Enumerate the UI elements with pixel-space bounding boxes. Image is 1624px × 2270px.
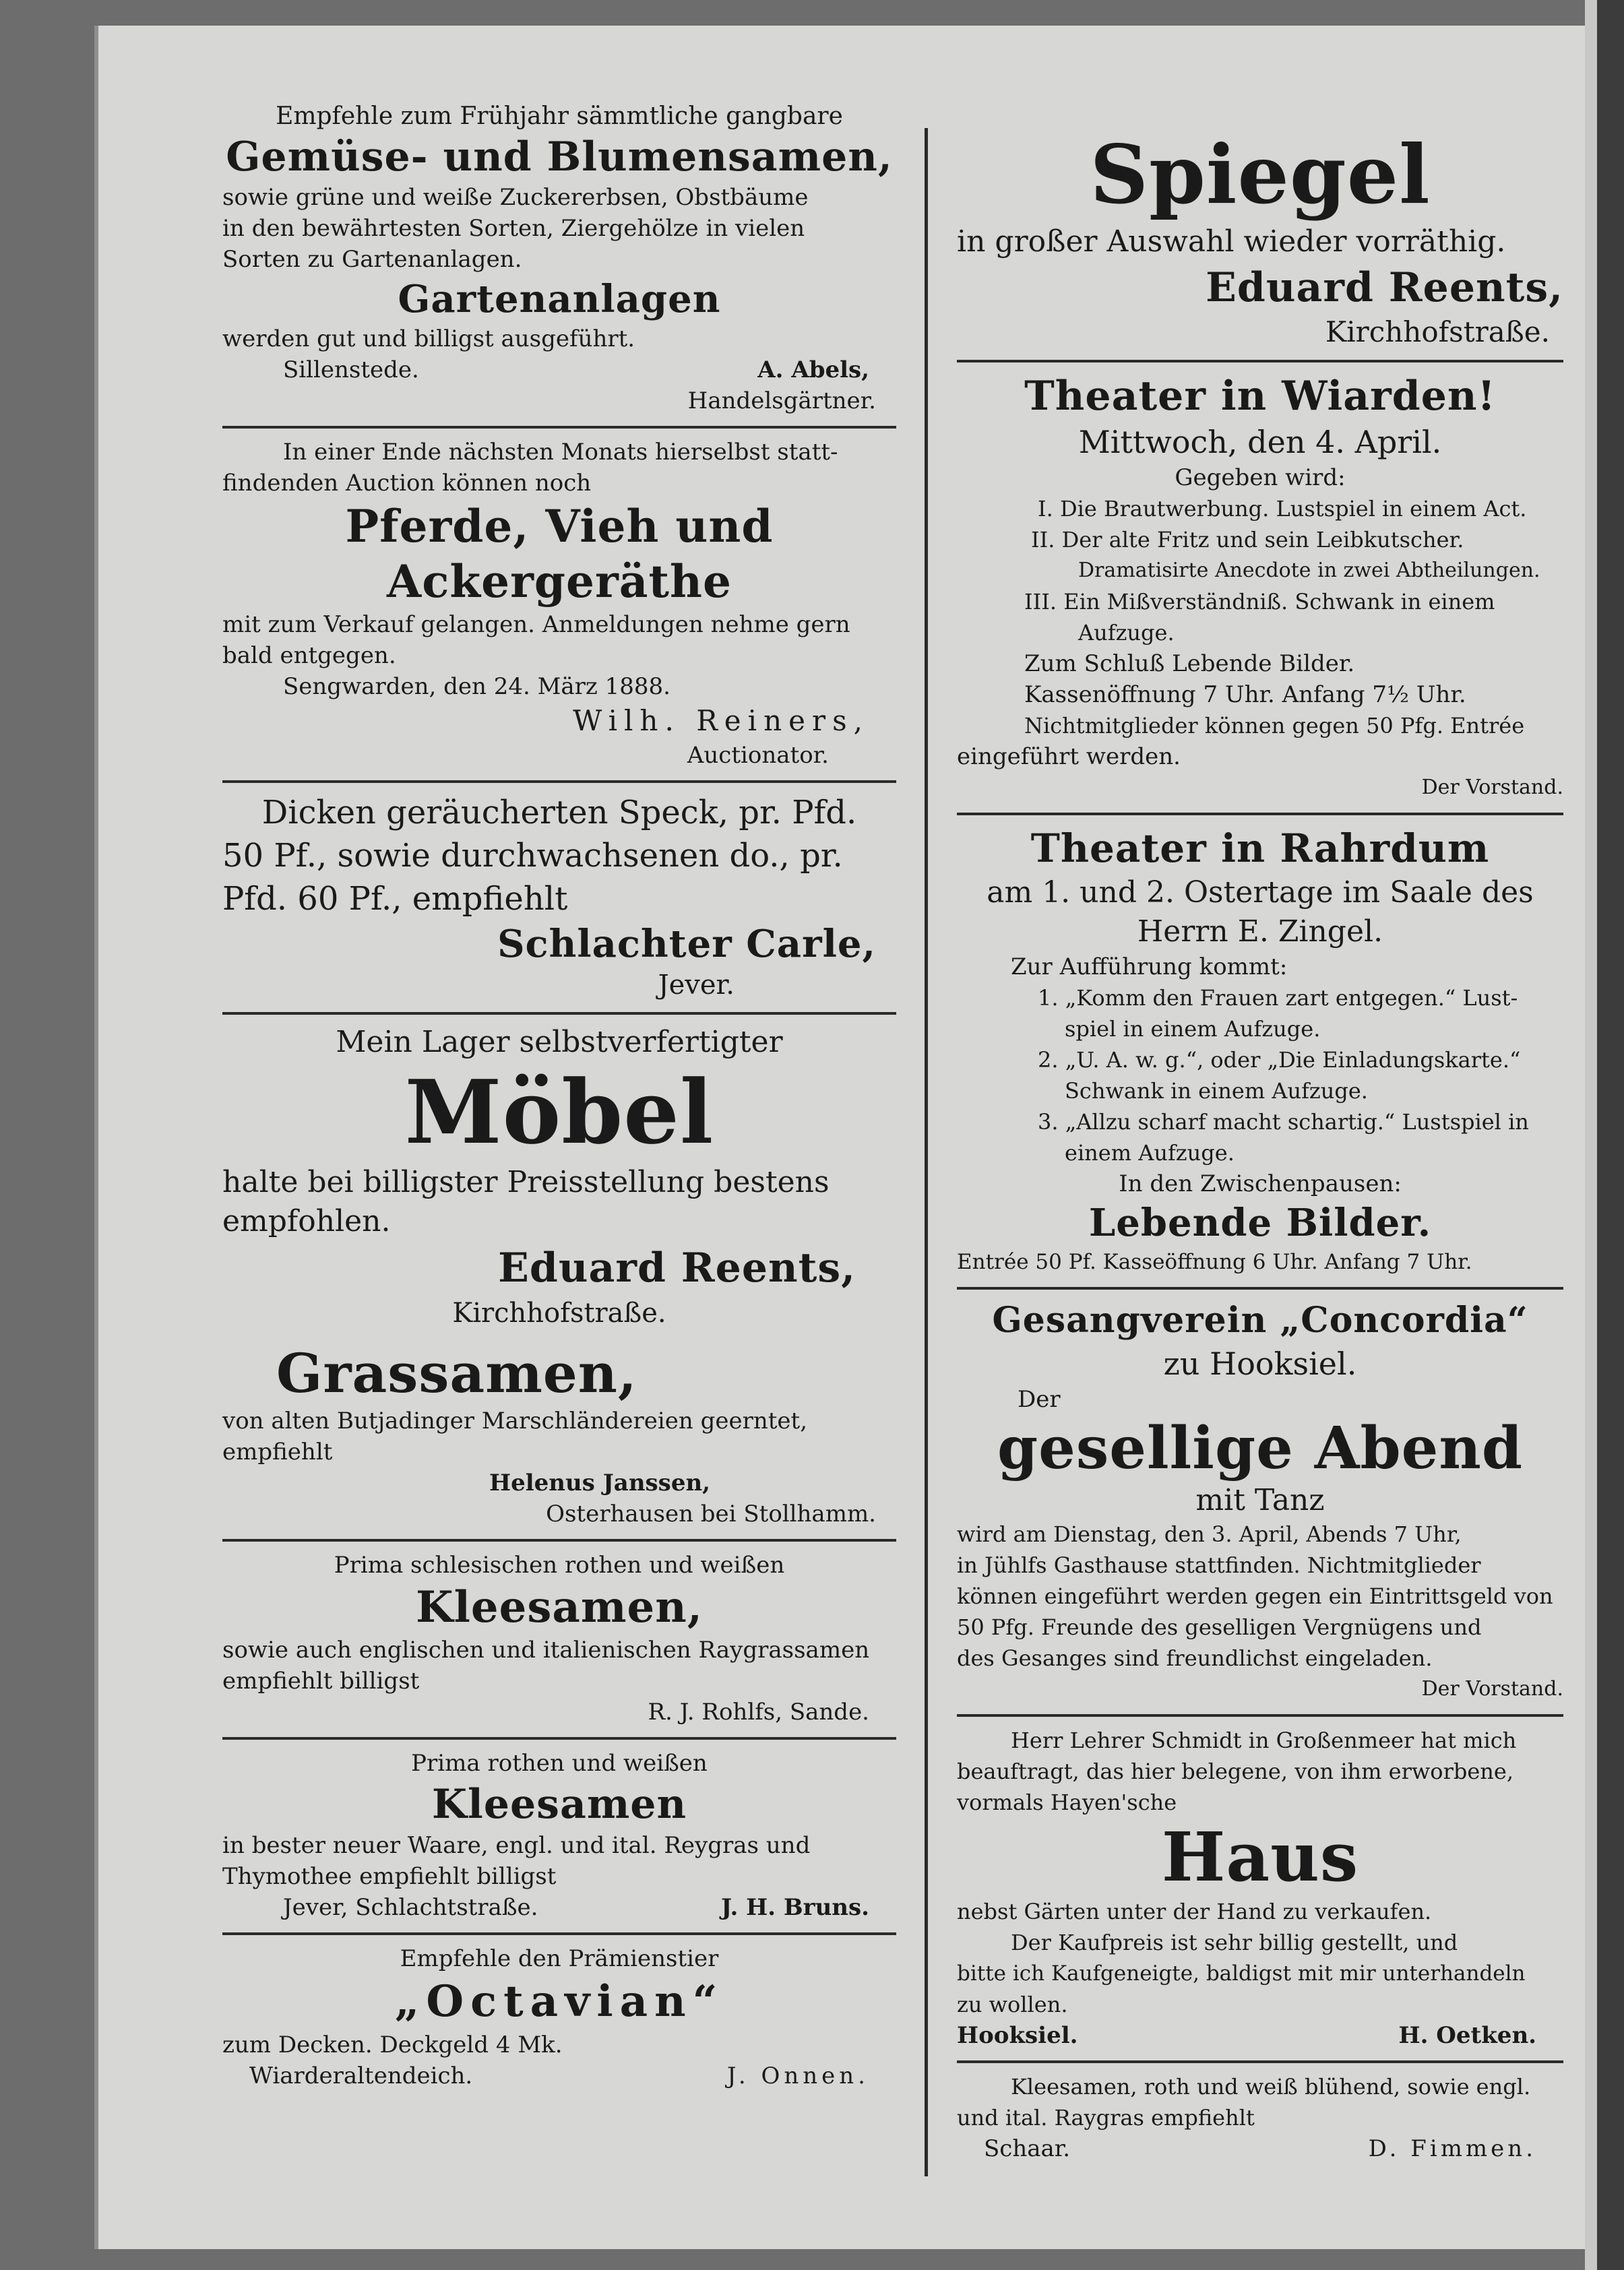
ad-text: mit Tanz [1195, 1483, 1325, 1517]
ad-signer: Schlachter Carle, [497, 922, 876, 966]
ad-text: Dicken geräucherten Speck, pr. Pfd. [261, 794, 857, 831]
ad-text: am 1. und 2. Ostertage im Saale des [987, 875, 1534, 910]
ad-text: Gegeben wird: [1175, 464, 1346, 491]
ad-signer: Der Vorstand. [1421, 776, 1563, 799]
ad-text: 50 Pfg. Freunde des geselligen Vergnügens und [957, 1614, 1482, 1640]
ad-text: in bester neuer Waare, engl. und ital. Reygras und [222, 1832, 811, 1859]
ad-text: zum Decken. Deckgeld 4 Mk. [222, 2031, 563, 2058]
ad-text: in großer Auswahl wieder vorräthig. [957, 224, 1506, 259]
ad-signer: H. Oetken. [1398, 2022, 1536, 2049]
ad-intro: Prima rothen und weißen [411, 1750, 708, 1777]
ad-text: von alten Butjadinger Marschländereien geerntet, [222, 1408, 807, 1434]
ad-text: und ital. Raygras empfiehlt [957, 2105, 1255, 2131]
ad-place: Hooksiel. [957, 2022, 1078, 2049]
ad-text: nebst Gärten unter der Hand zu verkaufen. [957, 1899, 1432, 1924]
ad-text: mit zum Verkauf gelangen. Anmeldungen nehme gern [222, 611, 850, 638]
ad-headline: Theater in Wiarden! [1024, 373, 1496, 420]
ad-text: Kassenöffnung 7 Uhr. Anfang 7½ Uhr. [1024, 681, 1466, 708]
ad-text: des Gesanges sind freundlichst eingeladen. [957, 1645, 1433, 1671]
ad-text: sowie grüne und weiße Zuckererbsen, Obstbäume [222, 184, 809, 211]
ad-text: Kleesamen, roth und weiß blühend, sowie engl. [1011, 2074, 1531, 2100]
ad-signer: Eduard Reents, [498, 1244, 856, 1292]
ad-role: Auctionator. [687, 742, 829, 769]
book-edge [1597, 0, 1624, 2270]
ad-text: findenden Auction können noch [222, 470, 592, 497]
right-column [957, 128, 1563, 2164]
ad-headline: Theater in Rahrdum [1030, 825, 1490, 871]
ad-separator [957, 2060, 1563, 2063]
ad-place: Jever. [658, 970, 735, 1001]
ad-clover-3 [957, 2071, 1563, 2164]
ad-text: halte bei billigster Preisstellung bestens [222, 1165, 830, 1199]
ad-text: in den bewährtesten Sorten, Ziergehölze in vielen [222, 215, 805, 242]
ad-clover-1 [222, 1550, 896, 1728]
ad-intro: Prima schlesischen rothen und weißen [334, 1552, 785, 1579]
ad-headline: Möbel [404, 1061, 714, 1164]
ad-intro: Zur Aufführung kommt: [1011, 953, 1288, 980]
ad-signer: Eduard Reents, [1206, 264, 1563, 311]
ad-text: In einer Ende nächsten Monats hierselbst statt- [283, 439, 838, 466]
program-item: spiel in einem Aufzuge. [1065, 1016, 1321, 1042]
ad-place: Schaar. [984, 2135, 1071, 2162]
ad-text: Nichtmitglieder können gegen 50 Pfg. Entrée [1024, 713, 1525, 738]
ad-headline: Pferde, Vieh und [345, 500, 774, 553]
ad-place: Sillenstede. [283, 356, 419, 383]
ad-headline: Lebende Bilder. [1088, 1201, 1432, 1245]
ad-headline: Haus [1161, 1817, 1359, 1897]
ad-grass-seed [222, 1341, 896, 1530]
ad-headline: Kleesamen, [415, 1582, 704, 1633]
ad-house-sale [957, 1725, 1563, 2051]
ad-seeds [222, 101, 896, 416]
ad-signer: Wilh. Reiners, [573, 704, 869, 737]
ad-separator [222, 1932, 896, 1935]
ad-text: werden gut und billigst ausgeführt. [222, 325, 635, 352]
ad-place: Osterhausen bei Stollhamm. [546, 1501, 876, 1527]
ad-separator [957, 813, 1563, 815]
ad-signer: R. J. Rohlfs, Sande. [648, 1699, 869, 1726]
ad-separator [957, 1287, 1563, 1290]
program-item: III. Ein Mißverständniß. Schwank in einem [1024, 589, 1495, 614]
ad-text: bald entgegen. [222, 642, 396, 669]
ad-separator [222, 1539, 896, 1542]
ad-headline: Ackergeräthe [386, 555, 732, 608]
column-divider [925, 128, 928, 2176]
ad-text: empfiehlt billigst [222, 1668, 420, 1695]
ad-intro: Empfehle den Prämienstier [400, 1945, 719, 1972]
ad-text: Entrée 50 Pf. Kasseöffnung 6 Uhr. Anfang 7 Uhr. [957, 1250, 1472, 1274]
ad-theater-rahrdum [957, 823, 1563, 1278]
program-item: Dramatisirte Anecdote in zwei Abtheilungen. [1078, 559, 1540, 582]
ad-auction [222, 437, 896, 771]
program-item: I. Die Brautwerbung. Lustspiel in einem Act. [1038, 496, 1527, 522]
program-item: II. Der alte Fritz und sein Leibkutscher. [1031, 527, 1464, 553]
ad-separator [957, 1714, 1563, 1717]
ad-signer: J. Onnen. [726, 2062, 869, 2089]
ad-separator [222, 1737, 896, 1740]
ad-text: Der [1018, 1386, 1061, 1413]
ad-theater-wiarden [957, 371, 1563, 803]
ad-text: Herrn E. Zingel. [1137, 914, 1383, 949]
ad-bacon [222, 791, 896, 1003]
ad-mirrors [957, 128, 1563, 350]
ad-text: wird am Dienstag, den 3. April, Abends 7 Uhr, [957, 1521, 1462, 1547]
ad-separator [222, 426, 896, 429]
ad-role: Handelsgärtner. [687, 387, 876, 414]
ad-text: Der Kaufpreis ist sehr billig gestellt, und [1011, 1930, 1458, 1955]
ad-place: Jever, Schlachtstraße. [283, 1894, 538, 1921]
ad-separator [222, 1012, 896, 1015]
ad-separator [957, 360, 1563, 362]
program-item: 1. „Komm den Frauen zart entgegen.“ Lust- [1038, 985, 1518, 1011]
ad-signer: Helenus Janssen, [489, 1470, 711, 1496]
ad-text: empfiehlt [222, 1439, 333, 1465]
ad-headline: Gemüse- und Blumensamen, [226, 133, 893, 181]
ad-furniture [222, 1023, 896, 1331]
ad-text: 50 Pf., sowie durchwachsenen do., pr. [222, 837, 843, 875]
left-column [222, 101, 896, 2091]
ad-headline: Gesangverein „Concordia“ [992, 1300, 1528, 1341]
ad-place: Wiarderaltendeich. [249, 2062, 473, 2089]
ad-concordia [957, 1298, 1563, 1705]
ad-text: beauftragt, das hier belegene, von ihm erworbene, [957, 1759, 1513, 1784]
ad-text: Herr Lehrer Schmidt in Großenmeer hat mich [1011, 1728, 1517, 1753]
ad-text: Pfd. 60 Pf., empfiehlt [222, 880, 568, 918]
ad-date: Mittwoch, den 4. April. [1078, 424, 1442, 460]
ad-text: Thymothee empfiehlt billigst [222, 1863, 557, 1890]
ad-headline: Spiegel [1090, 127, 1431, 222]
ad-headline: „Octavian“ [394, 1976, 724, 2027]
program-item: einem Aufzuge. [1065, 1140, 1235, 1166]
ad-text: eingeführt werden. [957, 743, 1181, 770]
ad-signer: J. H. Bruns. [721, 1894, 869, 1921]
ad-separator [222, 780, 896, 783]
ad-headline: gesellige Abend [997, 1414, 1523, 1482]
ad-text: in Jühlfs Gasthause stattfinden. Nichtmitglieder [957, 1552, 1481, 1578]
program-item: 2. „U. A. w. g.“, oder „Die Einladungskarte.“ [1038, 1047, 1521, 1073]
ad-street: Kirchhofstraße. [452, 1298, 666, 1329]
ad-intro: Mein Lager selbstverfertigter [336, 1025, 783, 1059]
program-item: Schwank in einem Aufzuge. [1065, 1078, 1368, 1104]
ad-clover-2 [222, 1748, 896, 1923]
ad-headline: Grassamen, [276, 1342, 637, 1405]
ad-signer: A. Abels, [757, 356, 869, 383]
ad-signer: D. Fimmen. [1368, 2135, 1536, 2162]
ad-signer: Der Vorstand. [1421, 1677, 1563, 1701]
ad-text: Sorten zu Gartenanlagen. [222, 246, 522, 273]
ad-street: Kirchhofstraße. [1325, 315, 1550, 348]
ad-headline: Gartenanlagen [398, 277, 721, 321]
ad-headline: Kleesamen [431, 1781, 687, 1828]
ad-text: vormals Hayen'sche [957, 1790, 1177, 1815]
program-item: 3. „Allzu scharf macht schartig.“ Lustspiel in [1038, 1109, 1529, 1135]
ad-intro: Empfehle zum Frühjahr sämmtliche gangbare [276, 102, 843, 130]
ad-text: sowie auch englischen und italienischen Raygrassamen [222, 1637, 870, 1664]
ad-text: empfohlen. [222, 1204, 391, 1238]
ad-text: zu Hooksiel. [1163, 1346, 1357, 1382]
ad-text: bitte ich Kaufgeneigte, baldigst mit mir unterhandeln [957, 1961, 1526, 1986]
ad-text: zu wollen. [957, 1992, 1068, 2017]
ad-text: können eingeführt werden gegen ein Eintrittsgeld von [957, 1583, 1553, 1609]
ad-date: Sengwarden, den 24. März 1888. [283, 673, 670, 700]
ad-text: Zum Schluß Lebende Bilder. [1024, 650, 1355, 677]
ad-bull [222, 1943, 896, 2091]
ad-text: In den Zwischenpausen: [1119, 1170, 1402, 1197]
program-item: Aufzuge. [1078, 620, 1175, 645]
page-edge [1585, 0, 1597, 2270]
